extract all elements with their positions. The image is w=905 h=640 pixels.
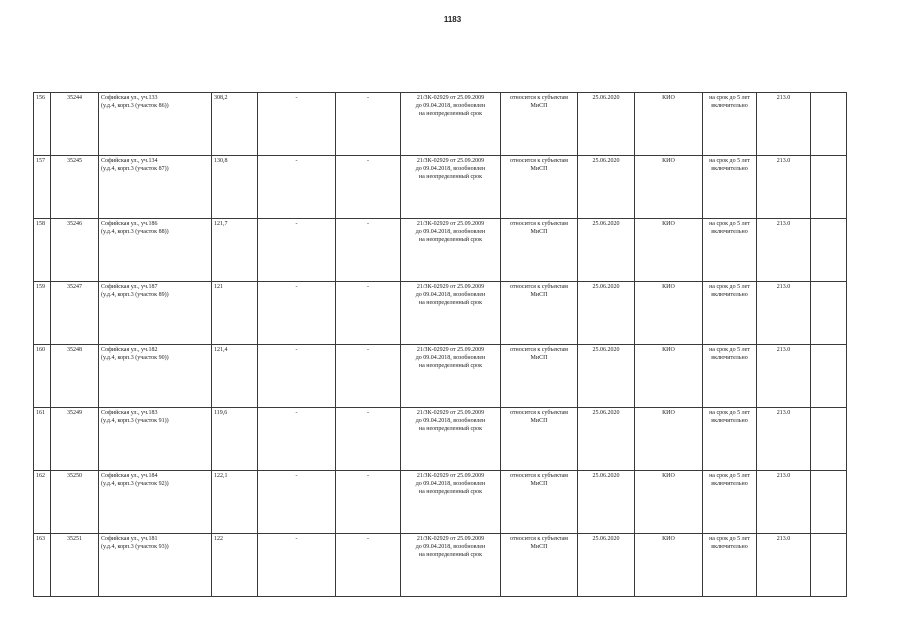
empty-value-cell: -	[258, 282, 336, 345]
agency-cell: КИО	[635, 408, 703, 471]
lease-agreement-cell	[401, 408, 501, 471]
term-line: на срок до 5 лет	[709, 95, 750, 101]
table-row	[34, 93, 847, 156]
address-line: (у.д.4, корп.3 (участок 88))	[101, 229, 169, 235]
agency-cell: КИО	[635, 534, 703, 597]
category-line: относится к субъектам	[510, 347, 568, 353]
category-cell	[501, 219, 578, 282]
date-cell: 25.06.2020	[578, 219, 635, 282]
date-cell: 25.06.2020	[578, 471, 635, 534]
term-line: на срок до 5 лет	[709, 221, 750, 227]
address-cell	[99, 156, 212, 219]
area-cell: 122,1	[212, 471, 258, 534]
empty-value-cell: -	[336, 93, 401, 156]
address-cell	[99, 93, 212, 156]
term-line: на срок до 5 лет	[709, 410, 750, 416]
code-cell: 213.0	[757, 345, 811, 408]
empty-value-cell: -	[336, 282, 401, 345]
lease-agreement-line: на неопределенный срок	[418, 552, 483, 558]
address-cell	[99, 219, 212, 282]
lease-agreement-cell	[401, 93, 501, 156]
row-number-cell: 163	[34, 534, 51, 597]
lease-agreement-line: до 09.04.2018, возобновлен	[415, 229, 486, 235]
term-line: на срок до 5 лет	[709, 284, 750, 290]
term-line: на срок до 5 лет	[709, 536, 750, 542]
object-id-cell: 35247	[51, 282, 99, 345]
category-line: относится к субъектам	[510, 158, 568, 164]
term-cell	[703, 345, 757, 408]
agency-cell: КИО	[635, 471, 703, 534]
agency-cell: КИО	[635, 219, 703, 282]
category-cell	[501, 93, 578, 156]
blank-cell	[811, 408, 847, 471]
code-cell: 213.0	[757, 408, 811, 471]
category-line: относится к субъектам	[510, 284, 568, 290]
lease-agreement-line: на неопределенный срок	[418, 300, 483, 306]
agency-cell: КИО	[635, 156, 703, 219]
empty-value-cell: -	[258, 345, 336, 408]
category-line: относится к субъектам	[510, 536, 568, 542]
row-number-cell: 156	[34, 93, 51, 156]
date-cell: 25.06.2020	[578, 156, 635, 219]
table-row	[34, 408, 847, 471]
lease-agreement-line: до 09.04.2018, возобновлен	[415, 544, 486, 550]
lease-agreement-cell	[401, 282, 501, 345]
lease-agreement-line: до 09.04.2018, возобновлен	[415, 355, 486, 361]
lease-agreement-line: до 09.04.2018, возобновлен	[415, 292, 486, 298]
row-number-cell: 159	[34, 282, 51, 345]
code-cell: 213.0	[757, 471, 811, 534]
term-line: включительно	[711, 292, 748, 298]
code-cell: 213.0	[757, 282, 811, 345]
blank-cell	[811, 345, 847, 408]
term-line: включительно	[711, 544, 748, 550]
lease-agreement-line: до 09.04.2018, возобновлен	[415, 481, 486, 487]
empty-value-cell: -	[258, 534, 336, 597]
lease-agreement-line: 21/ЗК-02929 от 25.09.2009	[416, 284, 485, 290]
area-cell: 121	[212, 282, 258, 345]
agency-cell: КИО	[635, 345, 703, 408]
lease-agreement-cell	[401, 471, 501, 534]
address-cell	[99, 471, 212, 534]
empty-value-cell: -	[336, 219, 401, 282]
term-cell	[703, 219, 757, 282]
lease-agreement-line: на неопределенный срок	[418, 426, 483, 432]
blank-cell	[811, 93, 847, 156]
address-line: Софийская ул., уч.181	[101, 536, 158, 542]
lease-agreement-line: 21/ЗК-02929 от 25.09.2009	[416, 410, 485, 416]
row-number-cell: 162	[34, 471, 51, 534]
agency-cell: КИО	[635, 93, 703, 156]
area-cell: 308,2	[212, 93, 258, 156]
object-id-cell: 35251	[51, 534, 99, 597]
term-cell	[703, 156, 757, 219]
term-cell	[703, 471, 757, 534]
table-row	[34, 534, 847, 597]
address-cell	[99, 534, 212, 597]
address-cell	[99, 345, 212, 408]
address-cell	[99, 408, 212, 471]
empty-value-cell: -	[336, 156, 401, 219]
empty-value-cell: -	[258, 93, 336, 156]
table-row	[34, 156, 847, 219]
empty-value-cell: -	[258, 156, 336, 219]
term-line: включительно	[711, 229, 748, 235]
lease-agreement-line: 21/ЗК-02929 от 25.09.2009	[416, 347, 485, 353]
category-line: относится к субъектам	[510, 410, 568, 416]
lease-agreement-line: 21/ЗК-02929 от 25.09.2009	[416, 221, 485, 227]
address-line: (у.д.4, корп.3 (участок 87))	[101, 166, 169, 172]
empty-value-cell: -	[336, 471, 401, 534]
term-line: на срок до 5 лет	[709, 347, 750, 353]
term-line: включительно	[711, 103, 748, 109]
category-cell	[501, 156, 578, 219]
object-id-cell: 35250	[51, 471, 99, 534]
area-cell: 121,4	[212, 345, 258, 408]
address-line: (у.д.4, корп.3 (участок 92))	[101, 481, 169, 487]
lease-agreement-line: на неопределенный срок	[418, 237, 483, 243]
category-line: МиСП	[530, 292, 548, 298]
empty-value-cell: -	[258, 408, 336, 471]
term-line: на срок до 5 лет	[709, 158, 750, 164]
address-line: (у.д.4, корп.3 (участок 86))	[101, 103, 169, 109]
date-cell: 25.06.2020	[578, 408, 635, 471]
empty-value-cell: -	[258, 471, 336, 534]
term-cell	[703, 93, 757, 156]
blank-cell	[811, 156, 847, 219]
lease-agreement-line: на неопределенный срок	[418, 489, 483, 495]
address-line: Софийская ул., уч.183	[101, 410, 158, 416]
empty-value-cell: -	[336, 408, 401, 471]
empty-value-cell: -	[258, 219, 336, 282]
address-line: (у.д.4, корп.3 (участок 89))	[101, 292, 169, 298]
lease-agreement-cell	[401, 345, 501, 408]
table-body	[34, 93, 847, 597]
lease-agreement-line: до 09.04.2018, возобновлен	[415, 103, 486, 109]
table-row	[34, 219, 847, 282]
object-id-cell: 35245	[51, 156, 99, 219]
table-row	[34, 282, 847, 345]
lease-agreement-cell	[401, 156, 501, 219]
category-cell	[501, 534, 578, 597]
blank-cell	[811, 282, 847, 345]
table-row	[34, 471, 847, 534]
category-line: МиСП	[530, 544, 548, 550]
category-line: МиСП	[530, 355, 548, 361]
lease-agreement-line: на неопределенный срок	[418, 174, 483, 180]
date-cell: 25.06.2020	[578, 93, 635, 156]
term-line: включительно	[711, 418, 748, 424]
category-line: относится к субъектам	[510, 473, 568, 479]
category-cell	[501, 471, 578, 534]
area-cell: 122	[212, 534, 258, 597]
address-line: (у.д.4, корп.3 (участок 91))	[101, 418, 169, 424]
category-line: МиСП	[530, 103, 548, 109]
table-row	[34, 345, 847, 408]
lease-agreement-line: до 09.04.2018, возобновлен	[415, 418, 486, 424]
address-cell	[99, 282, 212, 345]
registry-table	[33, 92, 847, 597]
category-line: МиСП	[530, 229, 548, 235]
lease-agreement-cell	[401, 534, 501, 597]
lease-agreement-line: до 09.04.2018, возобновлен	[415, 166, 486, 172]
address-line: (у.д.4, корп.3 (участок 90))	[101, 355, 169, 361]
category-cell	[501, 345, 578, 408]
category-line: относится к субъектам	[510, 95, 568, 101]
empty-value-cell: -	[336, 534, 401, 597]
address-line: Софийская ул., уч.182	[101, 347, 158, 353]
row-number-cell: 157	[34, 156, 51, 219]
address-line: (у.д.4, корп.3 (участок 93))	[101, 544, 169, 550]
area-cell: 119,6	[212, 408, 258, 471]
code-cell: 213.0	[757, 534, 811, 597]
term-line: включительно	[711, 355, 748, 361]
row-number-cell: 160	[34, 345, 51, 408]
lease-agreement-line: на неопределенный срок	[418, 363, 483, 369]
lease-agreement-line: 21/ЗК-02929 от 25.09.2009	[416, 536, 485, 542]
lease-agreement-line: 21/ЗК-02929 от 25.09.2009	[416, 473, 485, 479]
address-line: Софийская ул., уч.184	[101, 473, 158, 479]
object-id-cell: 35248	[51, 345, 99, 408]
object-id-cell: 35249	[51, 408, 99, 471]
lease-agreement-cell	[401, 219, 501, 282]
code-cell: 213.0	[757, 219, 811, 282]
term-cell	[703, 282, 757, 345]
object-id-cell: 35246	[51, 219, 99, 282]
address-line: Софийская ул., уч.134	[101, 158, 158, 164]
category-line: МиСП	[530, 166, 548, 172]
lease-agreement-line: на неопределенный срок	[418, 111, 483, 117]
date-cell: 25.06.2020	[578, 345, 635, 408]
term-line: включительно	[711, 481, 748, 487]
address-line: Софийская ул., уч.187	[101, 284, 158, 290]
date-cell: 25.06.2020	[578, 534, 635, 597]
address-line: Софийская ул., уч.186	[101, 221, 158, 227]
empty-value-cell: -	[336, 345, 401, 408]
category-cell	[501, 408, 578, 471]
object-id-cell: 35244	[51, 93, 99, 156]
code-cell: 213.0	[757, 93, 811, 156]
blank-cell	[811, 534, 847, 597]
date-cell: 25.06.2020	[578, 282, 635, 345]
lease-agreement-line: 21/ЗК-02929 от 25.09.2009	[416, 95, 485, 101]
area-cell: 130,8	[212, 156, 258, 219]
category-line: МиСП	[530, 481, 548, 487]
category-line: МиСП	[530, 418, 548, 424]
blank-cell	[811, 219, 847, 282]
row-number-cell: 158	[34, 219, 51, 282]
agency-cell: КИО	[635, 282, 703, 345]
code-cell: 213.0	[757, 156, 811, 219]
row-number-cell: 161	[34, 408, 51, 471]
term-cell	[703, 408, 757, 471]
category-line: относится к субъектам	[510, 221, 568, 227]
lease-agreement-line: 21/ЗК-02929 от 25.09.2009	[416, 158, 485, 164]
address-line: Софийская ул., уч.133	[101, 95, 158, 101]
term-line: включительно	[711, 166, 748, 172]
term-line: на срок до 5 лет	[709, 473, 750, 479]
area-cell: 121,7	[212, 219, 258, 282]
category-cell	[501, 282, 578, 345]
blank-cell	[811, 471, 847, 534]
page-number: 1183	[443, 15, 462, 24]
term-cell	[703, 534, 757, 597]
